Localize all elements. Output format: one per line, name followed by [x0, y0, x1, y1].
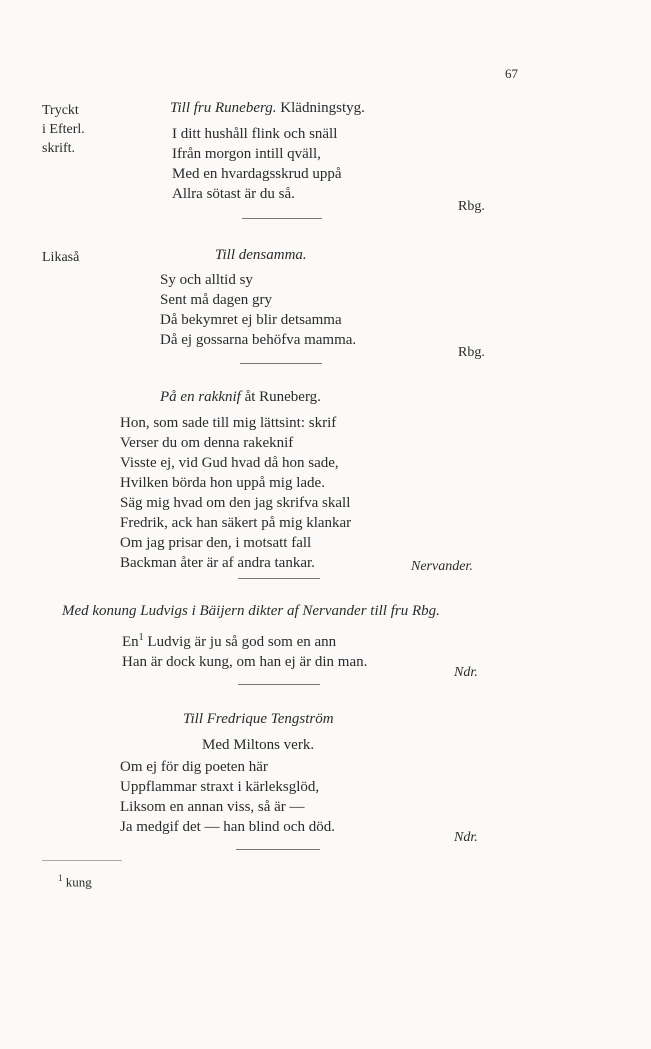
poem-body — [120, 757, 335, 837]
poem-title-rest: åt Runeberg. — [240, 389, 321, 405]
signature: Nervander. — [411, 559, 473, 574]
poem-line: Då bekymret ej blir detsamma — [160, 312, 342, 328]
poem-body — [160, 270, 356, 350]
poem-line: Backman åter är af andra tankar. — [120, 555, 315, 571]
poem-line: I ditt hushåll flink och snäll — [172, 126, 338, 142]
poem-title-italic: På en rakknif — [160, 389, 241, 405]
poem-line: Visste ej, vid Gud hvad då hon sade, — [120, 455, 339, 471]
footnote-ref: 1 — [138, 632, 144, 643]
poem-line: Då ej gossarna behöfva mamma. — [160, 332, 357, 348]
poem-line: Fredrik, ack han säkert på mig klankar — [120, 515, 352, 531]
poem-line: Sent må dagen gry — [160, 292, 273, 308]
poem-title: Med konung Ludvigs i Bäijern dikter af Nervander till fru Rbg. — [62, 603, 440, 619]
separator-rule — [236, 849, 320, 850]
footnote-rule — [42, 860, 122, 861]
separator-rule — [238, 684, 320, 685]
poem-body — [120, 413, 351, 573]
separator-rule — [238, 578, 320, 579]
poem-line: Om ej för dig poeten här — [120, 759, 268, 775]
poem-line: Uppflammar straxt i kärleksglöd, — [120, 779, 320, 795]
poem-line: Ifrån morgon intill qväll, — [172, 146, 321, 162]
poem-line: Hvilken börda hon uppå mig lade. — [120, 475, 325, 491]
poem-line — [122, 628, 367, 652]
footnote-text: kung — [65, 874, 92, 890]
poem-line-rest: Ludvig är ju så god som en ann — [143, 634, 337, 650]
poem-line: Med en hvardagsskrud uppå — [172, 166, 342, 182]
margin-note-printed — [42, 101, 85, 158]
poem-body — [172, 124, 342, 204]
poem-line: Säg mig hvad om den jag skrifva skall — [120, 495, 351, 511]
poem-line: Hon, som sade till mig lättsint: skrif — [120, 415, 337, 431]
footnote — [58, 873, 92, 890]
poem-title-italic: Till fru Runeberg. — [170, 100, 277, 116]
poem-line-start: En — [122, 634, 139, 650]
separator-rule — [240, 363, 322, 364]
margin-note-line: Tryckt — [42, 103, 79, 118]
poem-title-rest: Klädningstyg. — [276, 100, 365, 116]
poem-line: Verser du om denna rakeknif — [120, 435, 294, 451]
poem-title — [170, 100, 365, 117]
signature: Rbg. — [458, 345, 485, 360]
margin-note-line: skrift. — [42, 141, 76, 156]
signature: Ndr. — [454, 830, 478, 845]
poem-title: Till Fredrique Tengström — [183, 711, 334, 727]
poem-line: Liksom en annan viss, så är — — [120, 799, 305, 815]
poem-subtitle: Med Miltons verk. — [202, 737, 315, 753]
poem-title: Till densamma. — [215, 247, 307, 263]
margin-note-line: i Efterl. — [42, 122, 85, 137]
separator-rule — [242, 218, 322, 219]
signature: Ndr. — [454, 665, 478, 680]
poem-body — [122, 628, 367, 672]
poem-line: Allra sötast är du så. — [172, 186, 295, 202]
footnote-marker: 1 — [58, 873, 63, 883]
poem-line: Ja medgif det — han blind och död. — [120, 819, 335, 835]
poem-line: Om jag prisar den, i motsatt fall — [120, 535, 312, 551]
poem-line: Han är dock kung, om han ej är din man. — [122, 654, 368, 670]
margin-note-likewise: Likaså — [42, 250, 80, 265]
signature: Rbg. — [458, 199, 485, 214]
poem-title — [160, 389, 321, 406]
poem-line: Sy och alltid sy — [160, 272, 253, 288]
page-number: 67 — [505, 66, 518, 81]
